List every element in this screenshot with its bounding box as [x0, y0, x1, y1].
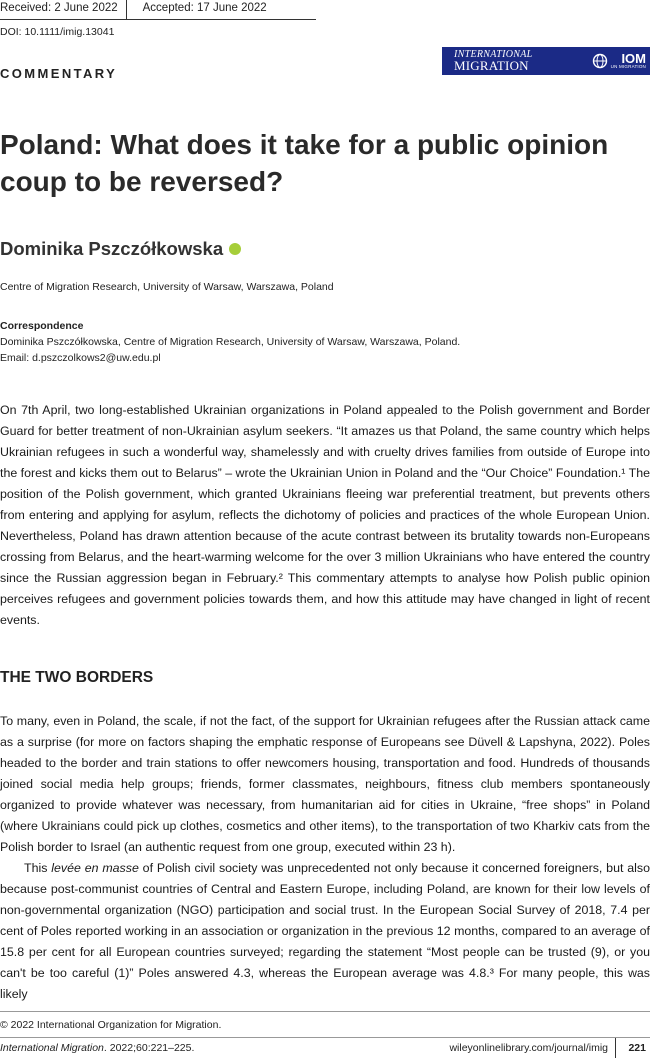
iom-logo — [592, 52, 646, 70]
author-line — [0, 238, 241, 260]
body-paragraph — [0, 858, 650, 1005]
globe-icon — [592, 53, 608, 69]
journal-name-line1: INTERNATIONAL — [454, 49, 533, 61]
citation-details: . 2022;60:221–225. — [103, 1042, 195, 1054]
paragraph-text: of Polish civil society was unprecedented not only because it concerned foreigners, but also because post-communist countries of Central and Eastern Europe, including Poland, are known for their low levels of non-governmental organization (NGO) participation and social trust. In the European Social Survey of 2018, 7.4 per cent of Poles reported working in an association or organization in the previous 12 months, compared to an average of 15.8 per cent for all European countries surveyed; regarding the statement “Most people can be trusted (9), or you can't be too careful (1)” Poles answered 4.3, whereas the European average was 4.8.³ For many people, this was likely — [0, 861, 650, 1001]
section-body — [0, 711, 650, 1005]
journal-logo — [454, 50, 533, 72]
journal-name-line2: MIGRATION — [454, 57, 529, 73]
section-heading-two-borders: THE TWO BORDERS — [0, 669, 154, 686]
accepted-date: Accepted: 17 June 2022 — [142, 2, 267, 14]
italic-phrase: levée en masse — [51, 861, 139, 875]
paragraph-lead: This — [24, 861, 52, 875]
correspondence-email[interactable]: Email: d.pszczolkows2@uw.edu.pl — [0, 352, 161, 364]
footer-rule — [0, 1011, 650, 1012]
copyright: © 2022 International Organization for Migration. — [0, 1019, 222, 1031]
article-dates — [0, 0, 275, 20]
journal-banner[interactable] — [442, 47, 650, 75]
iom-name: IOM — [621, 51, 646, 67]
page-separator — [615, 1038, 616, 1058]
section-label: COMMENTARY — [0, 66, 118, 81]
author-name[interactable]: Dominika Pszczółkowska — [0, 238, 224, 259]
header-rule — [0, 19, 316, 20]
doi-link[interactable]: DOI: 10.1111/imig.13041 — [0, 26, 115, 38]
article-title: Poland: What does it take for a public opinion coup to be reversed? — [0, 129, 609, 197]
body-paragraph: To many, even in Poland, the scale, if not the fact, of the support for Ukrainian refugees after the Russian attack came as a surprise (for more on factors shaping the emphatic response of Europeans see Düvell & Lapshyna, 2022). Poles headed to the border and train stations to offer newcomers housing, transportation and food. Hundreds of thousands joined social media help groups; friends, former classmates, neighbours, fitness club members spontaneously organized to provide whatever was necessary, from humanitarian aid for cities in Ukraine, “free shops” in Poland (where Ukrainians could pick up clothes, cosmetics and other items), to the transportation of two Kharkiv cats from the Polish border to Israel (an authentic request from one group, executed within 23 h). — [0, 714, 650, 854]
orcid-icon[interactable] — [229, 243, 241, 255]
footer-rule — [0, 1037, 650, 1038]
correspondence-heading: Correspondence — [0, 320, 84, 332]
received-date: Received: 2 June 2022 — [0, 2, 118, 14]
date-separator — [126, 0, 135, 20]
journal-title: International Migration — [0, 1042, 104, 1054]
page-number: 221 — [628, 1042, 646, 1054]
citation — [0, 1042, 194, 1054]
correspondence-address: Dominika Pszczółkowska, Centre of Migration Research, University of Warsaw, Warszawa, Poland. — [0, 336, 461, 348]
correspondence — [0, 318, 460, 366]
iom-subtitle: UN MIGRATION — [610, 64, 646, 70]
journal-url[interactable]: wileyonlinelibrary.com/journal/imig — [449, 1042, 608, 1054]
affiliation: Centre of Migration Research, University of Warsaw, Warszawa, Poland — [0, 281, 334, 293]
intro-paragraph: On 7th April, two long-established Ukrainian organizations in Poland appealed to the Polish government and Border Guard for better treatment of non-Ukrainian asylum seekers. “It amazes us that Poland, the same country which helps Ukrainian refugees in such a wonderful way, shamelessly and with cruelty drives families from outside of Europe into the forest and kicks them out to Belarus” – wrote the Ukrainian Union in Poland and the “Our Choice” Foundation.¹ The position of the Polish government, which granted Ukrainians fleeing war preferential treatment, but prevents others from entering and applying for asylum, reflects the dichotomy of policies and practices of the whole European Union. Nevertheless, Poland has drawn attention because of the acute contrast between its brutality towards non-Europeans crossing from Belarus, and the heart-warming welcome for the over 3 million Ukrainians who have entered the country since the Russian aggression began in February.² This commentary attempts to analyse how Polish public opinion perceives refugees and government policies towards them, and how this attitude may have changed in light of recent events. — [0, 403, 650, 627]
